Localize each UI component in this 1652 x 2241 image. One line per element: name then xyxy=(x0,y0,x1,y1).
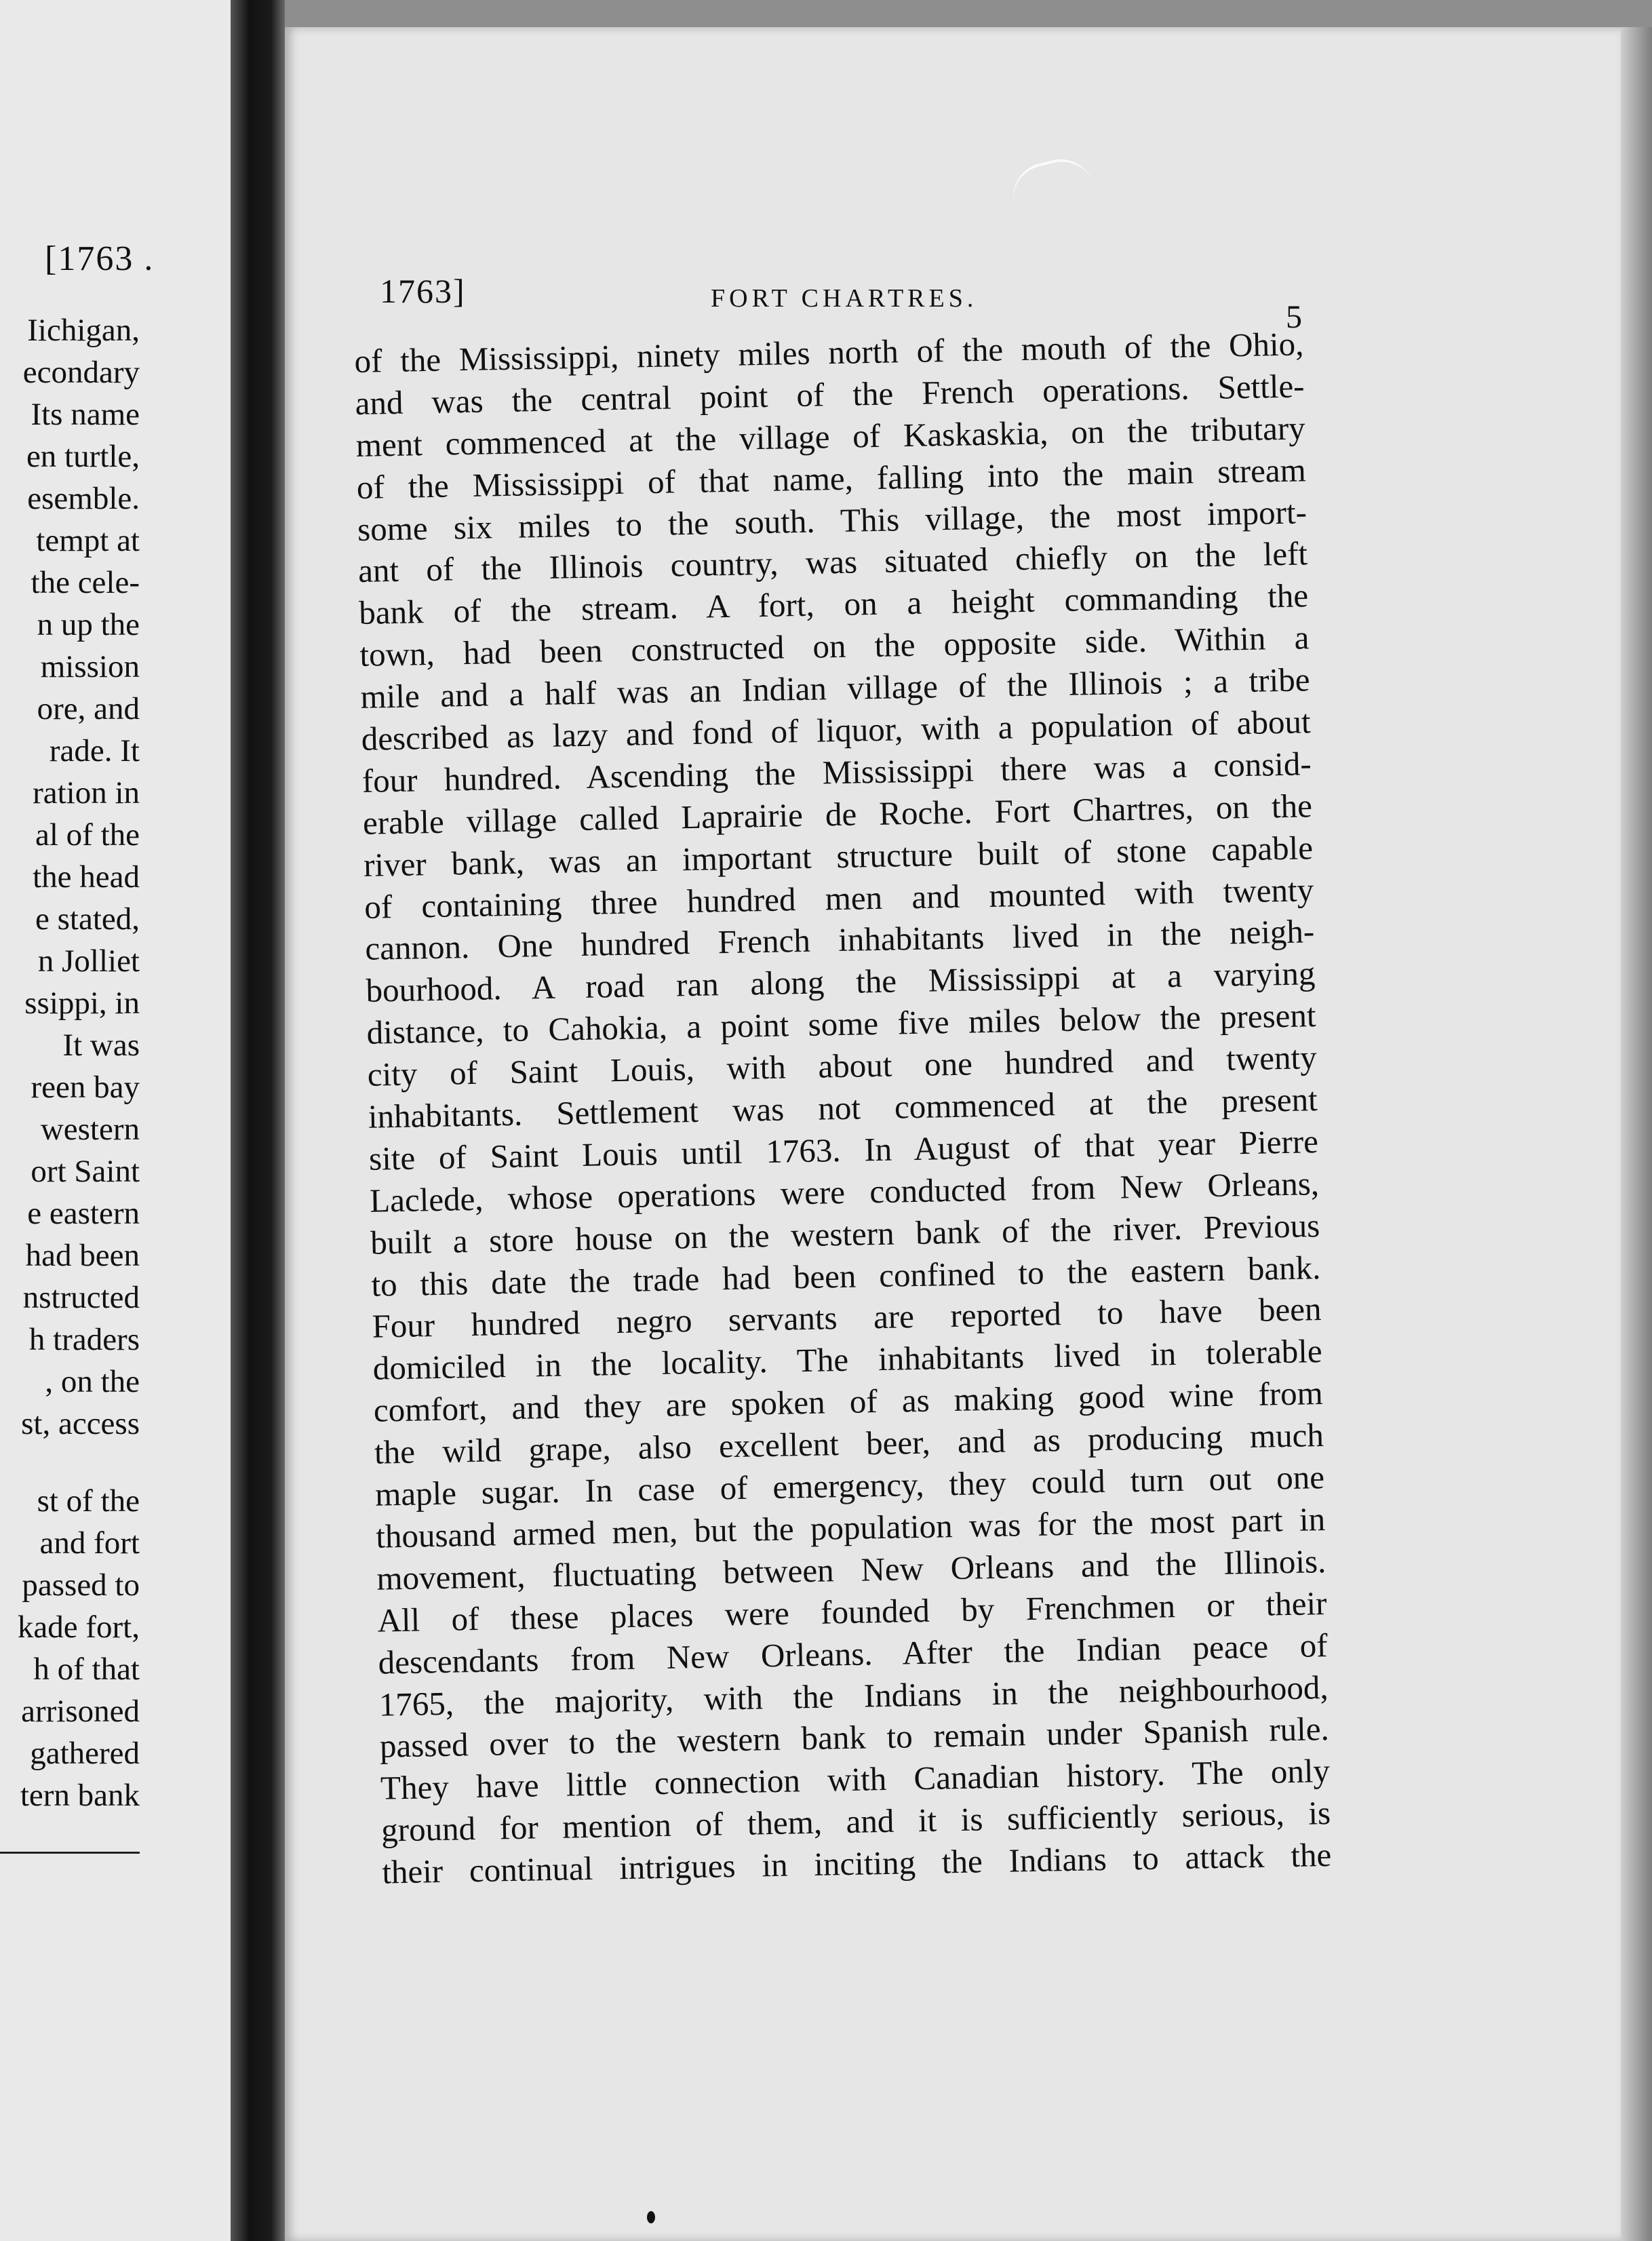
left-text-line: e stated, xyxy=(35,901,140,937)
text-line: the wild grape, also excellent beer, and as producing much xyxy=(374,1416,1324,1471)
left-text-line: n Jolliet xyxy=(37,943,140,979)
text-line: city of Saint Louis, with about one hundred and twenty xyxy=(367,1038,1318,1093)
text-line: ground for mention of them, and it is sufficiently serious, is xyxy=(380,1794,1331,1849)
paragraph-gap xyxy=(18,1445,140,1480)
text-line: mile and a half was an Indian village of the Illinois ; a tribe xyxy=(360,661,1310,716)
left-text-line: n up the xyxy=(37,607,140,642)
page-number: 5 xyxy=(1286,299,1302,335)
left-text-line: st, access xyxy=(21,1406,140,1441)
text-line: and was the central point of the French operations. Settle- xyxy=(355,367,1305,422)
text-line: of the Mississippi of that name, falling into the main stream xyxy=(356,450,1307,506)
left-text-line: h traders xyxy=(28,1322,140,1357)
left-text-line: al of the xyxy=(35,817,140,853)
running-head-title: FORT CHARTRES. xyxy=(711,284,978,313)
text-line: 1765, the majority, with the Indians in the neighbourhood, xyxy=(378,1668,1329,1723)
text-line: four hundred. Ascending the Mississippi there was a consid- xyxy=(361,745,1312,800)
left-text-line: rade. It xyxy=(49,733,140,768)
left-text-line: tern bank xyxy=(20,1778,140,1813)
text-line: maple sugar. In case of emergency, they could turn out one xyxy=(374,1458,1325,1513)
text-line: river bank, was an important structure built of stone capable xyxy=(363,828,1314,884)
left-text-line: gathered xyxy=(30,1736,140,1771)
left-text-line: ort Saint xyxy=(31,1154,140,1189)
ink-blot xyxy=(647,2211,655,2223)
text-line: cannon. One hundred French inhabitants lived in the neigh- xyxy=(364,912,1315,968)
left-text-line: mission xyxy=(40,649,140,684)
left-text-line: ore, and xyxy=(37,691,140,726)
left-text-line: ration in xyxy=(33,775,140,811)
text-line: of containing three hundred men and mounted with twenty xyxy=(363,870,1314,926)
left-text-line: en turtle, xyxy=(26,439,140,474)
left-text-line: e eastern xyxy=(27,1196,140,1231)
text-line: Four hundred negro servants are reported to have been xyxy=(372,1290,1322,1346)
left-page xyxy=(0,0,231,2241)
left-text-line: and fort xyxy=(39,1525,140,1561)
text-line: ant of the Illinois country, was situated chiefly on the left xyxy=(357,534,1308,590)
left-text-line: had been xyxy=(25,1238,140,1273)
left-text-line: the cele- xyxy=(31,565,140,600)
running-head xyxy=(380,271,1302,335)
left-text-line: ssippi, in xyxy=(24,986,140,1021)
text-line: ment commenced at the village of Kaskaskia, on the tributary xyxy=(355,409,1306,464)
text-line: Laclede, whose operations were conducted from New Orleans, xyxy=(369,1164,1320,1220)
text-line: descendants from New Orleans. After the Indian peace of xyxy=(378,1626,1328,1681)
left-text-line: Its name xyxy=(31,397,140,432)
text-line: site of Saint Louis until 1763. In August of that year Pierre xyxy=(368,1123,1319,1177)
text-line: town, had been constructed on the opposite side. Within a xyxy=(359,619,1310,674)
text-line: They have little connection with Canadian history. The only xyxy=(380,1752,1331,1807)
left-text-line: st of the xyxy=(37,1483,140,1519)
text-line: described as lazy and fond of liquor, with a population of about xyxy=(361,703,1312,758)
text-line: comfort, and they are spoken of as making good wine from xyxy=(373,1374,1324,1429)
text-line: of the Mississippi, ninety miles north of the mouth of the Ohio, xyxy=(354,325,1304,380)
text-line: thousand armed men, but the population was for the most part in xyxy=(375,1500,1326,1555)
body-text xyxy=(354,323,1332,1893)
text-line: domiciled in the locality. The inhabitants lived in tolerable xyxy=(372,1332,1323,1388)
text-line: erable village called Laprairie de Roche. Fort Chartres, on the xyxy=(362,787,1313,842)
left-text-line: arrisoned xyxy=(21,1694,140,1729)
left-text-line: esemble. xyxy=(27,481,140,516)
text-line: their continual intrigues in inciting the Indians to attack the xyxy=(381,1836,1332,1891)
left-text-line: econdary xyxy=(22,355,140,390)
left-text-line: tempt at xyxy=(36,523,140,558)
left-text-line: reen bay xyxy=(31,1070,140,1105)
footnote-rule xyxy=(0,1852,140,1854)
left-text-line: the head xyxy=(33,859,140,895)
text-line: passed over to the western bank to remain under Spanish rule. xyxy=(379,1710,1330,1766)
text-line: movement, fluctuating between New Orleans and the Illinois. xyxy=(376,1542,1326,1597)
left-text-line: , on the xyxy=(45,1364,140,1399)
left-text-line: nstructed xyxy=(22,1280,140,1315)
text-line: All of these places were founded by Frenchmen or their xyxy=(377,1584,1327,1639)
text-line: bank of the stream. A fort, on a height commanding the xyxy=(358,577,1309,632)
left-text-line: western xyxy=(40,1112,140,1147)
left-text-line: Iichigan, xyxy=(27,313,140,348)
page-edge xyxy=(1621,27,1652,2241)
left-page-text xyxy=(18,309,140,1816)
left-text-line: passed to xyxy=(22,1567,140,1603)
text-line: built a store house on the western bank of the river. Previous xyxy=(370,1206,1320,1262)
book-gutter xyxy=(231,0,285,2241)
text-line: some six miles to the south. This village, the most import- xyxy=(357,492,1307,548)
left-text-line: kade fort, xyxy=(17,1610,140,1645)
left-text-line: It was xyxy=(62,1028,140,1063)
left-page-header: [1763 . xyxy=(45,239,155,278)
text-line: distance, to Cahokia, a point some five miles below the present xyxy=(366,996,1316,1052)
text-line: bourhood. A road ran along the Mississippi at a varying xyxy=(366,954,1316,1010)
text-line: inhabitants. Settlement was not commenced at the present xyxy=(368,1080,1318,1135)
left-text-line: h of that xyxy=(33,1652,140,1687)
running-head-year: 1763] xyxy=(380,272,466,310)
text-line: to this date the trade had been confined to the eastern bank. xyxy=(371,1248,1321,1304)
